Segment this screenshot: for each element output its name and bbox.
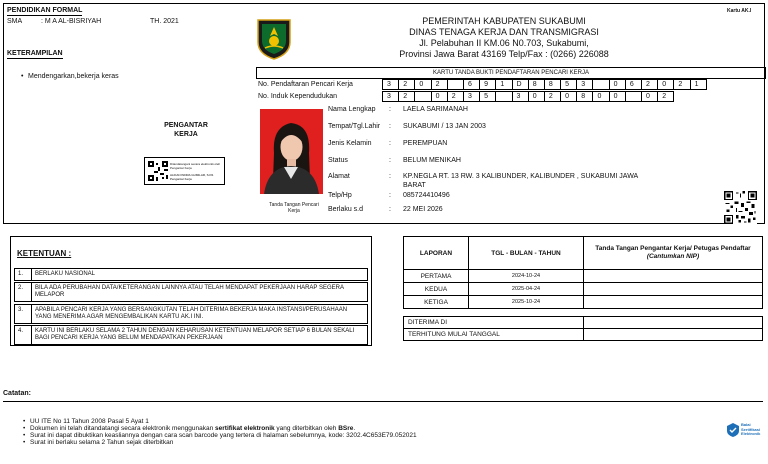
field-label: Nama Lengkap [328, 106, 376, 113]
digit-cell: 9 [479, 79, 496, 90]
terms-title: KETENTUAN : [17, 249, 72, 258]
bsre-shield-icon [727, 423, 739, 437]
digit-cell: 0 [560, 91, 577, 102]
person-photo-icon [260, 109, 323, 194]
terms-item [14, 325, 368, 345]
report-row-signature[interactable] [584, 283, 763, 296]
report-table [403, 236, 763, 341]
pengantar-line2: KERJA [174, 131, 198, 138]
note-item: • UU ITE No 11 Tahun 2008 Pasal 5 Ayat 1 [30, 418, 149, 425]
terms-item-text: KARTU INI BERLAKU SELAMA 2 TAHUN DENGAN KEHARUSAN KETENTUAN MELAPOR SETIAP 6 BULAN SEKALI BAGI PENCARI KERJA YANG BELUM MENDAPATKAN PEKERJAAN [35, 328, 355, 341]
education-title: PENDIDIKAN FORMAL [7, 7, 83, 14]
terhitung-value[interactable] [584, 329, 763, 341]
note-item: • Surat ini dapat dibuktikan keasliannya dengan cara scan barcode yang tertera di halaman sebelumnya, kode: 3202.4C653E79.052021 [30, 432, 417, 439]
nik-label: No. Induk Kependudukan [258, 93, 338, 100]
digit-cell: 1 [495, 79, 512, 90]
digit-cell: 5 [560, 79, 577, 90]
digit-cell: 0 [657, 79, 674, 90]
terhitung-label: TERHITUNG MULAI TANGGAL [404, 329, 584, 341]
digit-cell [592, 79, 609, 90]
skills-title: KETERAMPILAN [7, 50, 63, 57]
digit-cell: 0 [592, 91, 609, 102]
report-col-laporan: LAPORAN [404, 237, 469, 270]
applicant-photo [260, 109, 323, 194]
kabupaten-sukabumi-logo [256, 18, 292, 60]
report-row-date: 2024-10-24 [469, 270, 584, 283]
field-colon: : [389, 123, 391, 130]
digit-cell: 3 [576, 79, 593, 90]
digit-cell [625, 91, 642, 102]
report-row-date: 2025-10-24 [469, 296, 584, 309]
bsre-line2: Sertifikasi [741, 426, 761, 432]
digit-cell: 0 [431, 91, 448, 102]
notes-divider [3, 401, 763, 402]
digit-cell: 1 [690, 79, 707, 90]
report-row-signature[interactable] [584, 296, 763, 309]
notes-title: Catatan: [3, 390, 32, 397]
report-row [404, 270, 763, 283]
terms-item [14, 304, 368, 324]
terms-item [14, 268, 368, 281]
diterima-label: DITERIMA DI [404, 317, 584, 329]
terms-item-number: 4. [15, 326, 32, 344]
digit-cell: 2 [673, 79, 690, 90]
field-colon: : [389, 192, 391, 199]
signature-signer: ALFIAN INDRA GUMILAR, S.Pd. Pengantar Kerja [170, 173, 215, 181]
field-label: Alamat [328, 173, 350, 180]
gov-line-3: Jl. Pelabuhan II KM.06 N0.703, Sukabumi, [419, 38, 589, 48]
report-col-signature [584, 237, 763, 270]
digit-cell: 6 [463, 79, 480, 90]
field-colon: : [389, 173, 391, 180]
electronic-signature-box [144, 157, 225, 185]
digit-cell: 3 [512, 91, 529, 102]
pengantar-line1: PENGANTAR [164, 122, 208, 129]
registration-number [382, 79, 706, 90]
terms-item [14, 282, 368, 302]
bsre-logo [727, 423, 760, 437]
digit-cell: 3 [382, 79, 399, 90]
field-value: 085724410496 [403, 192, 450, 199]
report-row-label: KEDUA [404, 283, 469, 296]
digit-cell: 2 [398, 91, 415, 102]
digit-cell: 8 [576, 91, 593, 102]
digit-cell: 8 [544, 79, 561, 90]
signature-text: Ditandatangani secara elektronik oleh Pengantar Kerja [170, 162, 221, 170]
field-label: Status [328, 157, 348, 164]
applicant-signature-label: Tanda Tangan Pencari Kerja [269, 202, 319, 214]
education-level: SMA [7, 18, 23, 25]
report-row [404, 296, 763, 309]
bsre-text [741, 423, 760, 437]
field-colon: : [389, 140, 391, 147]
field-colon: : [389, 157, 391, 164]
digit-cell: 0 [609, 91, 626, 102]
terms-item-number: 3. [15, 305, 32, 323]
education-year: TH. 2021 [150, 18, 179, 25]
gov-line-2: DINAS TENAGA KERJA DAN TRANSMIGRASI [409, 27, 599, 37]
terms-item-number: 2. [15, 283, 32, 301]
digit-cell: 2 [431, 79, 448, 90]
report-col-signature-title: Tanda Tangan Pengantar Kerja/ Petugas Pendaftar [595, 245, 751, 252]
gov-line-4: Provinsi Jawa Barat 43169 Telp/Fax : (0266) 226088 [399, 49, 609, 59]
field-label: Telp/Hp [328, 192, 352, 199]
digit-cell: 3 [382, 91, 399, 102]
digit-cell: 0 [641, 91, 658, 102]
report-rows [404, 270, 763, 309]
field-value: LAELA SARIMANAH [403, 106, 468, 113]
digit-cell: 0 [609, 79, 626, 90]
report-row [404, 283, 763, 296]
job-seeker-card [3, 3, 765, 224]
note-item: • Surat ini berlaku selama 2 Tahun sejak diterbitkan [30, 439, 173, 446]
field-value: PEREMPUAN [403, 140, 448, 147]
terms-item-text: BILA ADA PERUBAHAN DATA/KETERANGAN LAINNYA ATAU TELAH MENDAPAT PEKERJAAN HARAP SEGERA MELAPOR [35, 285, 344, 298]
terms-box [10, 236, 372, 346]
digit-cell [414, 91, 431, 102]
digit-cell: 2 [447, 91, 464, 102]
report-row-label: KETIGA [404, 296, 469, 309]
field-colon: : [389, 106, 391, 113]
field-label: Berlaku s.d [328, 206, 364, 213]
pengantar-kerja-label [150, 121, 222, 139]
card-code: Kartu AK.I [727, 8, 752, 14]
digit-cell: 2 [641, 79, 658, 90]
report-row-signature[interactable] [584, 270, 763, 283]
gov-line-1: PEMERINTAH KABUPATEN SUKABUMI [422, 16, 586, 26]
education-school: : M A AL-BISRIYAH [41, 18, 102, 25]
bsre-line1: Balai [741, 422, 751, 428]
skill-item: • Mendengarkan,bekerja keras [28, 72, 119, 81]
digit-cell: 8 [528, 79, 545, 90]
terms-item-text: BERLAKU NASIONAL [35, 271, 96, 277]
nik-number [382, 91, 673, 102]
report-row-date: 2025-04-24 [469, 283, 584, 296]
digit-cell: 0 [528, 91, 545, 102]
note-item: • Dokumen ini telah ditandatangi secara elektronik menggunakan sertifikat elektronik yang diterbitkan oleh BSre. [30, 425, 355, 432]
field-label: Jenis Kelamin [328, 140, 372, 147]
registration-number-label: No. Pendaftaran Pencari Kerja [258, 81, 353, 88]
field-label: Tempat/Tgl.Lahir [328, 123, 381, 130]
terms-item-number: 1. [15, 269, 32, 280]
digit-cell: 2 [398, 79, 415, 90]
field-value: SUKABUMI / 13 JAN 2003 [403, 123, 486, 130]
digit-cell: 2 [544, 91, 561, 102]
digit-cell: 2 [657, 91, 674, 102]
digit-cell: 0 [414, 79, 431, 90]
card-title: KARTU TANDA BUKTI PENDAFTARAN PENCARI KERJA [256, 67, 766, 79]
field-value: BELUM MENIKAH [403, 157, 461, 164]
digit-cell [495, 91, 512, 102]
signature-qr-icon [148, 161, 168, 181]
digit-cell: 5 [479, 91, 496, 102]
report-col-signature-sub: (Cantumkan NIP) [646, 253, 700, 260]
bsre-line3: Elektronik [741, 431, 761, 437]
terms-item-text: APABILA PENCARI KERJA YANG BERSANGKUTAN TELAH DITERIMA BEKERJA MAKA INSTANSI/PERUSAHAAN YANG MENERIMA AGAR MENGEMBALIKAN KARTU AK.I INI. [35, 307, 348, 320]
diterima-value[interactable] [584, 317, 763, 329]
digit-cell: 3 [463, 91, 480, 102]
report-col-date: TGL - BULAN - TAHUN [469, 237, 584, 270]
field-value: 22 MEI 2026 [403, 206, 443, 213]
field-value: KP.NEGLA RT. 13 RW. 3 KALIBUNDER, KALIBUNDER , SUKABUMI JAWA BARAT [403, 173, 638, 189]
qr-code-icon [724, 191, 757, 224]
digit-cell: 6 [625, 79, 642, 90]
digit-cell [447, 79, 464, 90]
report-row-label: PERTAMA [404, 270, 469, 283]
digit-cell: D [512, 79, 529, 90]
field-colon: : [389, 206, 391, 213]
